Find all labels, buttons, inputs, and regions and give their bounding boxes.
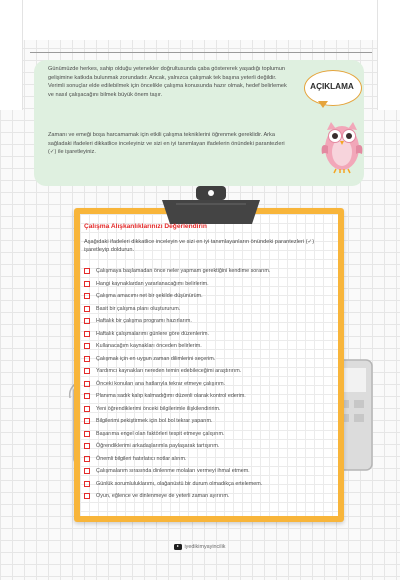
checkbox-icon[interactable] [84,281,90,287]
checkbox-icon[interactable] [84,443,90,449]
checklist-item[interactable] [84,440,334,453]
checklist-item-label: Önemli bilgileri hatırlatıcı notlar alırım. [96,455,187,462]
right-tab [377,0,400,110]
checklist-item-label: Oyun, eğlence ve dinlenmeye de yeterli zaman ayırırım. [96,493,230,500]
intro-paragraph-2: Zamanı ve emeği boşa harcamamak için etkili çalışma tekniklerini öğrenmek gereklidir. Arka sağladaki ifadeleri dikkatlice inceleyiniz ve sizi en iyi tanımlayan ifadelerin önündeki parantezleri (✓) ile işaretleyiniz. [48,132,285,156]
footer [0,544,400,550]
checklist-item-label: Hangi kaynaklardan yararlanacağımı belirlerim. [96,280,209,287]
clipboard-clip-icon [152,186,270,226]
checkbox-icon[interactable] [84,493,90,499]
speech-bubble-tail [318,101,328,108]
checkbox-icon[interactable] [84,468,90,474]
form-title: Çalışma Alışkanlıklarınızı Değerlendirin [84,223,207,230]
checklist-item[interactable] [84,428,334,441]
checkbox-icon[interactable] [84,356,90,362]
checklist-item-label: Günlük sorumluluklarımı, olağanüstü bir durum olmadıkça ertelemem. [96,480,263,487]
checklist-item[interactable] [84,390,334,403]
checklist-item[interactable] [84,403,334,416]
checkbox-icon[interactable] [84,368,90,374]
checklist-item-label: Bilgilerimi pekiştirmek için bol bol tekrar yaparım. [96,418,213,425]
owl-mascot-icon [318,108,366,174]
checklist-item[interactable] [84,378,334,391]
checklist-item[interactable] [84,290,334,303]
checklist-item-label: Basit bir çalışma planı oluştururum. [96,305,181,312]
checklist-item-label: Çalışmak için en uygun zaman dilimlerini seçerim. [96,355,216,362]
checklist-item-label: Haftalık çalışmalarımı günlere göre düzenlerim. [96,330,209,337]
checkbox-icon[interactable] [84,343,90,349]
checklist-item[interactable] [84,415,334,428]
checklist-item[interactable] [84,278,334,291]
checklist-item[interactable] [84,453,334,466]
checklist-item[interactable] [84,465,334,478]
checklist-item-label: Çalışmalarım sırasında dinlenme molaları vermeyi ihmal etmem. [96,468,250,475]
checklist-item-label: Öğrendiklerimi arkadaşlarımla paylaşarak tartışırım. [96,443,220,450]
checklist-item-label: Planıma sadık kalıp kalmadığımı düzenli olarak kontrol ederim. [96,393,246,400]
badge-label: AÇIKLAMA [310,82,354,91]
checkbox-icon[interactable] [84,406,90,412]
checkbox-icon[interactable] [84,318,90,324]
youtube-icon[interactable] [174,544,182,550]
checkbox-icon[interactable] [84,331,90,337]
checklist-item-label: Çalışmaya başlamadan önce neler yapmam gerektiğini kendime sorarım. [96,268,271,275]
checkbox-icon[interactable] [84,431,90,437]
checklist-item-label: Yardımcı kaynakları nereden temin edebileceğimi araştırırım. [96,368,242,375]
left-tab [0,0,23,110]
intro-paragraph-1: Günümüzde herkes, sahip olduğu yetenekler doğrultusunda çaba göstererek yaşadığı toplumun gelişimine katkıda bulunmak zorundadır. Ancak, yalnızca çalışmak tek başına yeterli değildir. Verimli sonuçlar elde edilebilmek için öncelikle çalışma konusunda hazır olmak, hedef belirlemek ve nasıl çalışacağını bilmek büyük önem taşır. [48,66,287,98]
checkbox-icon[interactable] [84,268,90,274]
form-instructions: Aşağıdaki ifadeleri dikkatlice inceleyin ve sizi en iyi tanımlayanların önündeki parantezleri (✓) işaretleyip doldurun. [84,239,315,254]
top-rule [30,52,372,53]
checkbox-icon[interactable] [84,456,90,462]
checkbox-icon[interactable] [84,293,90,299]
checklist-item-label: Önceki konuları ana hatlarıyla tekrar etmeye çalışırım. [96,380,226,387]
checklist-item-label: Çalışma amacımı net bir şekilde düşünürüm. [96,293,203,300]
checkbox-icon[interactable] [84,481,90,487]
checklist-item[interactable] [84,315,334,328]
footer-channel[interactable]: iyedikimyayincilik [184,544,226,551]
checklist-item[interactable] [84,353,334,366]
checklist-item[interactable] [84,478,334,491]
checklist-item[interactable] [84,365,334,378]
checklist-item-label: Başarıma engel olan faktörleri tespit etmeye çalışırım. [96,430,225,437]
checkbox-icon[interactable] [84,418,90,424]
checklist-item-label: Yeni öğrendiklerimi önceki bilgilerimle ilişkilendiririm. [96,405,221,412]
checkbox-icon[interactable] [84,393,90,399]
checkbox-icon[interactable] [84,306,90,312]
checklist-item[interactable] [84,328,334,341]
checklist [84,265,334,503]
checklist-item-label: Kullanacağım kaynakları önceden belirlerim. [96,343,202,350]
checklist-item[interactable] [84,490,334,503]
checklist-item[interactable] [84,340,334,353]
top-bar [0,0,400,40]
checklist-item-label: Haftalık bir çalışma programı hazırlarım. [96,318,192,325]
checklist-item[interactable] [84,303,334,316]
checklist-item[interactable] [84,265,334,278]
checkbox-icon[interactable] [84,381,90,387]
